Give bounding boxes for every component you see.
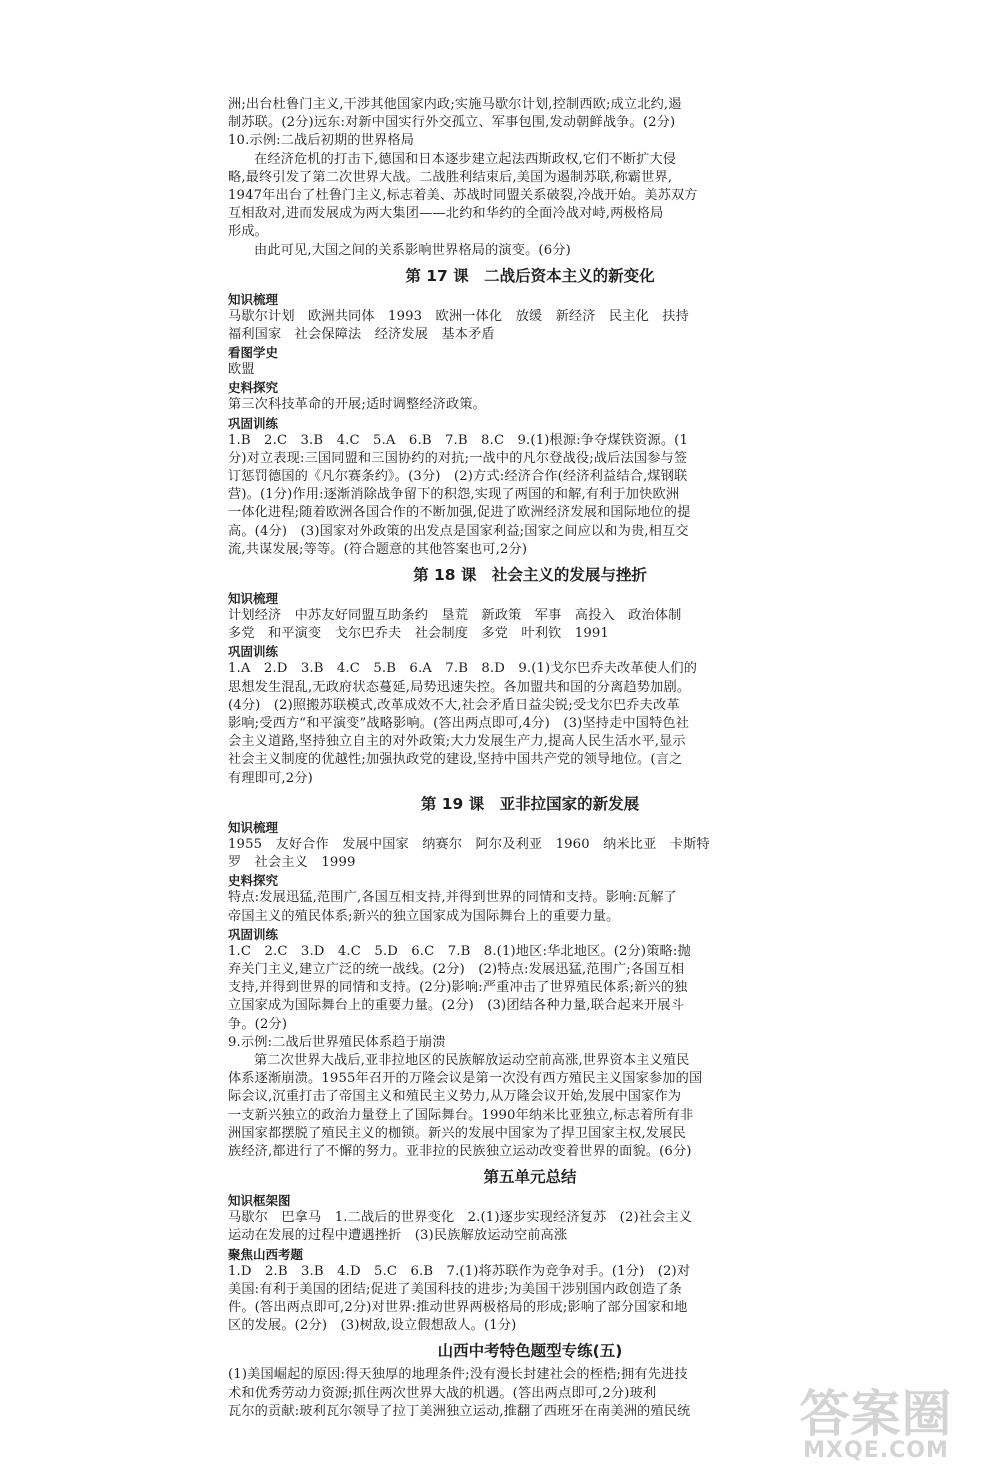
special-practice-title: 山西中考特色题型专练(五) <box>437 1342 623 1361</box>
text-line: 罗 社会主义 1999 <box>228 855 356 871</box>
text-line: 社会主义制度的优越性;加强执政党的建设,坚持中国共产党的领导地位。(言之 <box>228 752 683 768</box>
essay-line: 一支新兴独立的政治力量登上了国际舞台。1990年纳米比亚独立,标志着所有非 <box>228 1107 694 1123</box>
text-line: 计划经济 中苏友好同盟互助条约 垦荒 新政策 军事 高投入 政治体制 <box>228 608 682 624</box>
lesson-19-section <box>228 791 832 1161</box>
watermark-url: MXQE.COM <box>803 1438 949 1463</box>
section-heading: 知识梳理 <box>228 591 279 607</box>
essay-line: 族经济,都进行了不懈的努力。亚非拉的民族独立运动改变着世界的面貌。(6分) <box>228 1143 692 1159</box>
text-line: 1.D 2.B 3.B 4.D 5.C 6.B 7.(1)将苏联作为竞争对手。(1分) (2)对 <box>228 1263 691 1279</box>
lesson-17-title: 第 17 课 二战后资本主义的新变化 <box>405 266 655 285</box>
text-line: 高。(4分) (3)国家对外政策的出发点是国家利益;国家之间应以和为贵,相互交 <box>228 523 689 539</box>
text-line: 分)对立表现:三国同盟和三国协约的对抗;一战中的凡尔登战役;战后法国参与签 <box>228 450 688 466</box>
text-line: (1)美国崛起的原因:得天独厚的地理条件;没有漫长封建社会的桎梏;拥有先进技 <box>228 1367 688 1383</box>
essay-line: 体系逐渐崩溃。1955年召开的万隆会议是第一次没有西方殖民主义国家参加的国 <box>228 1071 703 1087</box>
text-line: 福利国家 社会保障法 经济发展 基本矛盾 <box>228 327 495 343</box>
unit-5-title: 第五单元总结 <box>483 1168 577 1187</box>
text-line: 件。(答出两点即可,2分)对世界:推动世界两极格局的形成;影响了部分国家和地 <box>228 1299 688 1315</box>
watermark-text: 答案圈 <box>799 1385 953 1443</box>
text-line: 思想发生混乱,无政府状态蔓延,局势迅速失控。各加盟共和国的分离趋势加剧。 <box>228 679 691 695</box>
section-heading: 巩固训练 <box>228 926 279 942</box>
text-line: 影响;受西方“和平演变”战略影响。(答出两点即可,4分) (3)坚持走中国特色社 <box>228 716 690 732</box>
text-line: 马歇尔 巴拿马 1.二战后的世界变化 2.(1)逐步实现经济复苏 (2)社会主义 <box>228 1210 693 1226</box>
text-line: 美国:有利于美国的团结;促进了美国科技的进步;为美国干涉别国内政创造了条 <box>228 1281 682 1297</box>
intro-section <box>228 96 832 260</box>
text-line: 流,共谋发展;等等。(符合题意的其他答案也可,2分) <box>228 541 528 557</box>
text-line: 1.B 2.C 3.B 4.C 5.A 6.B 7.B 8.C 9.(1)根源:争夺煤铁资源。(1 <box>228 432 688 448</box>
watermark-logo <box>776 1387 976 1463</box>
essay-line: 际会议,沉重打击了帝国主义和殖民主义势力,从万隆会议开始,发展中国家作为 <box>228 1089 682 1105</box>
text-line: 术和优秀劳动力资源;抓住两次世界大战的机遇。(答出两点即可,2分)玻利 <box>228 1385 657 1401</box>
essay-conclusion: 由此可见,大国之间的关系影响世界格局的演变。(6分) <box>254 242 571 258</box>
answer-page <box>228 96 832 1421</box>
section-heading: 知识梳理 <box>228 819 279 835</box>
text-line: 瓦尔的贡献:玻利瓦尔领导了拉丁美洲独立运动,推翻了西班牙在南美洲的殖民统 <box>228 1403 691 1419</box>
text-line: 多党 和平演变 戈尔巴乔夫 社会制度 多党 叶利钦 1991 <box>228 626 609 642</box>
text-line: 帝国主义的殖民体系;新兴的独立国家成为国际舞台上的重要力量。 <box>228 908 620 924</box>
text-line: 一体化进程;随着欧洲各国合作的不断加强,促进了欧洲经济发展和国际地位的提 <box>228 505 691 521</box>
section-heading: 巩固训练 <box>228 644 279 660</box>
section-heading: 知识梳理 <box>228 291 279 307</box>
text-line: 1955 友好合作 发展中国家 纳赛尔 阿尔及利亚 1960 纳米比亚 卡斯特 <box>228 836 710 852</box>
essay-line: 在经济危机的打击下,德国和日本逐步建立起法西斯政权,它们不断扩大侵 <box>254 151 677 167</box>
lesson-17-section <box>228 263 832 559</box>
text-line: 第三次科技革命的开展;适时调整经济政策。 <box>228 397 487 413</box>
text-line: 区的发展。(2分) (3)树敌,设立假想敌人。(1分) <box>228 1318 517 1334</box>
section-heading: 史料探究 <box>228 380 279 396</box>
text-line: 1.C 2.C 3.D 4.C 5.D 6.C 7.B 8.(1)地区:华北地区。(2分)策略:抛 <box>228 943 691 959</box>
text-line: 10.示例:二战后初期的世界格局 <box>228 133 415 149</box>
text-line: (4分) (2)照搬苏联模式,改革成效不大,社会矛盾日益尖锐;受戈尔巴乔夫改革 <box>228 697 680 713</box>
essay-line: 1947年出台了杜鲁门主义,标志着美、苏战时同盟关系破裂,冷战开始。美苏双方 <box>228 188 698 204</box>
text-line: 欧盟 <box>228 362 255 378</box>
text-line: 订惩罚德国的《凡尔赛条约》。(3分) (2)方式:经济合作(经济利益结合,煤钢联 <box>228 469 688 485</box>
text-line: 营)。(1分)作用:逐渐消除战争留下的积怨,实现了两国的和解,有利于加快欧洲 <box>228 487 680 503</box>
section-heading: 史料探究 <box>228 873 279 889</box>
essay-line: 洲国家都摆脱了殖民主义的枷锁。新兴的发展中国家为了捍卫国家主权,发展民 <box>228 1125 686 1141</box>
unit-5-summary-section <box>228 1164 832 1335</box>
essay-line: 第二次世界大战后,亚非拉地区的民族解放运动空前高涨,世界资本主义殖民 <box>254 1052 690 1068</box>
essay-line: 互相敌对,进而发展成为两大集团——北约和华约的全面冷战对峙,两极格局 <box>228 206 664 222</box>
text-line: 马歇尔计划 欧洲共同体 1993 欧洲一体化 放缓 新经济 民主化 扶持 <box>228 308 689 324</box>
lesson-18-title: 第 18 课 社会主义的发展与挫折 <box>413 566 647 585</box>
text-line: 弃关门主义,建立广泛的统一战线。(2分) (2)特点:发展迅猛,范围广;各国互相 <box>228 961 685 977</box>
essay-line: 形成。 <box>228 224 269 240</box>
text-line: 会主义道路,坚持独立自主的对外政策;大力发展生产力,提高人民生活水平,显示 <box>228 734 686 750</box>
text-line: 1.A 2.D 3.B 4.C 5.B 6.A 7.B 8.D 9.(1)戈尔巴乔夫改革使人们的 <box>228 661 698 677</box>
text-line: 洲;出台杜鲁门主义,干涉其他国家内政;实施马歇尔计划,控制西欧;成立北约,遏 <box>228 97 682 112</box>
section-heading: 巩固训练 <box>228 415 279 431</box>
text-line: 制苏联。(2分)远东:对新中国实行外交孤立、军事包围,发动朝鲜战争。(2分) <box>228 115 676 131</box>
text-line: 有理即可,2分) <box>228 770 313 786</box>
text-line: 特点:发展迅猛,范围广,各国互相支持,并得到世界的同情和支持。影响:瓦解了 <box>228 890 678 906</box>
text-line: 支持,并得到世界的同情和支持。(2分)影响:严重冲击了世界殖民体系;新兴的独 <box>228 980 688 996</box>
section-heading: 知识框架图 <box>228 1193 291 1209</box>
essay-line: 略,最终引发了第二次世界大战。二战胜利结束后,美国为遏制苏联,称霸世界, <box>228 169 673 185</box>
text-line: 9.示例:二战后世界殖民体系趋于崩溃 <box>228 1034 446 1050</box>
lesson-19-title: 第 19 课 亚非拉国家的新发展 <box>420 794 640 813</box>
text-line: 运动在发展的过程中遭遇挫折 (3)民族解放运动空前高涨 <box>228 1228 568 1244</box>
text-line: 争。(2分) <box>228 1016 288 1032</box>
section-heading: 看图学史 <box>228 345 279 361</box>
special-practice-section <box>228 1338 832 1421</box>
section-heading: 聚焦山西考题 <box>228 1246 304 1262</box>
text-line: 立国家成为国际舞台上的重要力量。(2分) (3)团结各种力量,联合起来开展斗 <box>228 998 685 1014</box>
lesson-18-section <box>228 562 832 788</box>
